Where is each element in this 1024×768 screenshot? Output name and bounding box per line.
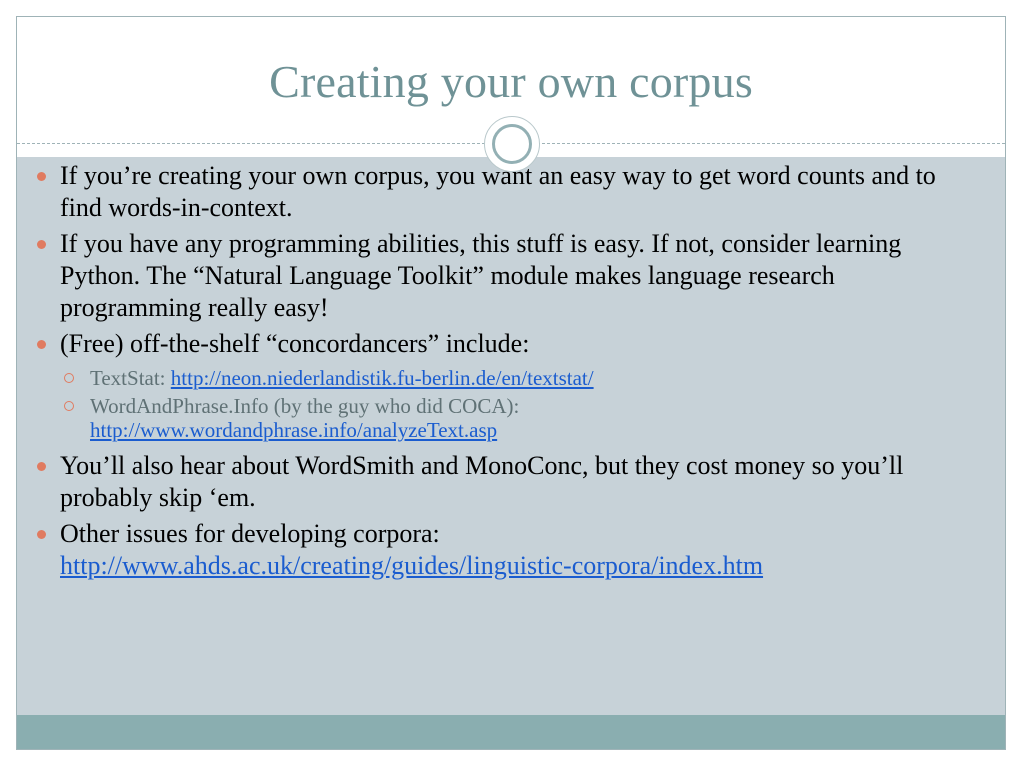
sub-bullet-label: WordAndPhrase.Info (by the guy who did COCA): (90, 394, 520, 418)
bullet-item (32, 228, 972, 324)
bullet-text: If you’re creating your own corpus, you want an easy way to get word counts and to find words-in-context. (60, 161, 936, 222)
bullet-dot-icon (37, 172, 46, 181)
bullet-item (32, 450, 972, 514)
slide-title: Creating your own corpus (269, 56, 753, 107)
sub-bullet-item (32, 394, 972, 442)
bullet-item (32, 160, 972, 224)
sub-bullet-ring-icon (64, 401, 74, 411)
sub-bullet-label: TextStat: (90, 366, 171, 390)
sub-bullet-ring-icon (64, 373, 74, 383)
bullet-dot-icon (37, 240, 46, 249)
sub-bullet-item (32, 366, 972, 390)
slide-content (32, 160, 972, 586)
bullet-dot-icon (37, 340, 46, 349)
divider-inner-circle (492, 124, 532, 164)
bullet-item (32, 328, 972, 360)
ahds-link[interactable]: http://www.ahds.ac.uk/creating/guides/linguistic-corpora/index.htm (60, 551, 764, 580)
bullet-text: If you have any programming abilities, this stuff is easy. If not, consider learning Python. The “Natural Language Toolkit” module makes language research programming really easy! (60, 229, 902, 322)
textstat-link[interactable]: http://neon.niederlandistik.fu-berlin.de/en/textstat/ (170, 366, 594, 390)
bullet-dot-icon (37, 530, 46, 539)
wordandphrase-link[interactable]: http://www.wordandphrase.info/analyzeText.asp (90, 418, 498, 442)
footer-bar (17, 715, 1005, 750)
bullet-text: You’ll also hear about WordSmith and MonoConc, but they cost money so you’ll probably skip ‘em. (60, 451, 904, 512)
bullet-dot-icon (37, 462, 46, 471)
bullet-item (32, 518, 972, 582)
bullet-text: (Free) off-the-shelf “concordancers” include: (60, 329, 530, 358)
bullet-text: Other issues for developing corpora: (60, 519, 440, 548)
